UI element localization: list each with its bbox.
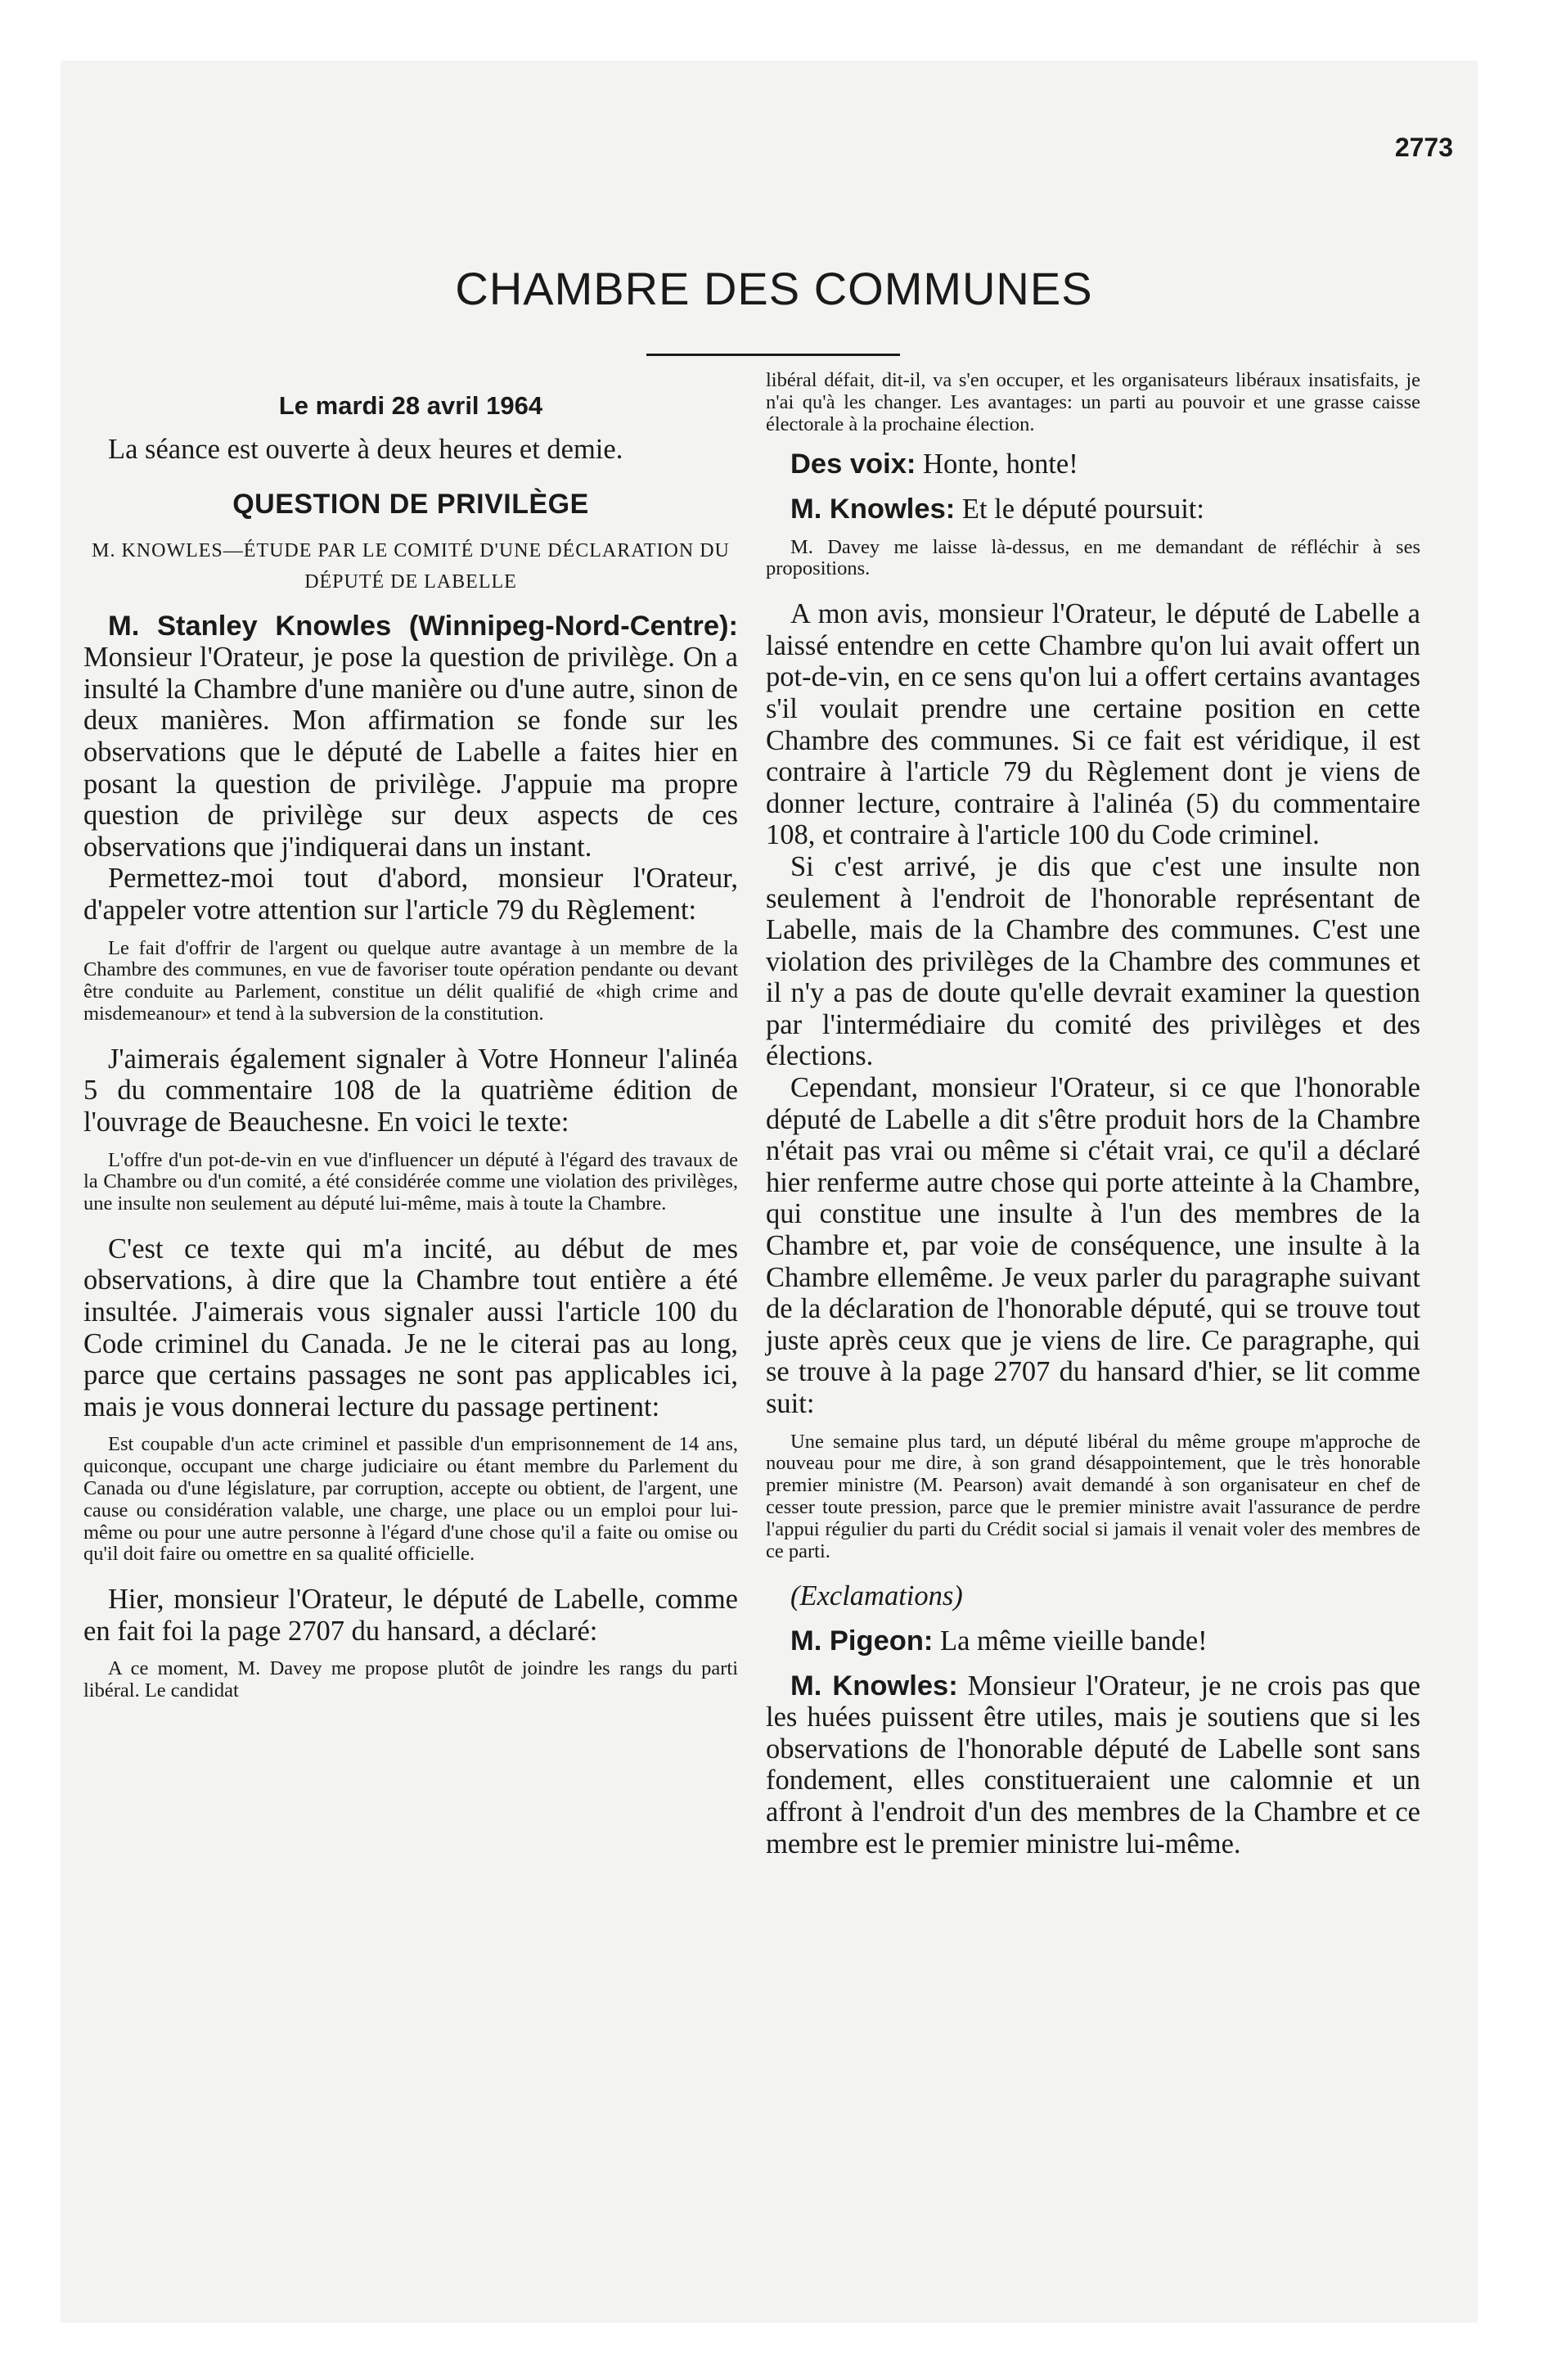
speech-text: Honte, honte! xyxy=(923,449,1078,480)
speaker-name: M. Knowles: xyxy=(790,1670,958,1702)
speech-paragraph xyxy=(766,1670,1420,1860)
speaker-name: Des voix: xyxy=(790,449,916,480)
quoted-passage: Le fait d'offrir de l'argent ou quelque autre avantage à un membre de la Chambre des communes, en vue de favoriser toute opération pendante ou devant être conduite au Parlement, constitue un délit qualifié de «high crime and misdemeanour» et tend à la subversion de la constitution. xyxy=(83,936,738,1025)
speech-text: Et le député poursuit: xyxy=(961,493,1204,525)
speech-text: La même vieille bande! xyxy=(940,1625,1208,1657)
quoted-passage: A ce moment, M. Davey me propose plutôt de joindre les rangs du parti libéral. Le candidat xyxy=(83,1657,738,1702)
quoted-passage: L'offre d'un pot-de-vin en vue d'influencer un député à l'égard des travaux de la Chambre ou d'un comité, a été considérée comme une violation des privilèges, une insulte non seulement au député lui-même, mais à toute la Chambre. xyxy=(83,1148,738,1215)
interjection xyxy=(766,1625,1420,1657)
section-heading: QUESTION DE PRIVILÈGE xyxy=(232,488,589,520)
opening-paragraph: La séance est ouverte à deux heures et demie. xyxy=(108,434,623,465)
exclamations-note: (Exclamations) xyxy=(790,1580,963,1612)
speech-paragraph: A mon avis, monsieur l'Orateur, le député de Labelle a laissé entendre en cette Chambre qu'on lui avait offert un pot-de-vin, en ce sens qu'on lui a offert certains avantages s'il voulait prendre une certaine position en cette Chambre des communes. Si ce fait est véridique, il est contraire à l'article 79 du Règlement dont je viens de donner lecture, contraire à l'alinéa (5) du commentaire 108, et contraire à l'article 100 du Code criminel. xyxy=(766,598,1420,851)
speech-paragraph: C'est ce texte qui m'a incité, au début de mes observations, à dire que la Chambre tout entière a été insultée. J'aimerais vous signaler aussi l'article 100 du Code criminel du Canada. Je ne le citerai pas au long, parce que certains passages ne sont pas applicables ici, mais je vous donnerai lecture du passage pertinent: xyxy=(83,1233,738,1422)
speech-text: Monsieur l'Orateur, je ne crois pas que les huées puissent être utiles, mais je soutiens que si les observations de l'honorable député de Labelle sont sans fondement, elles constitueraient une calomnie et un affront à l'endroit d'un des membres de la Chambre et ce membre est le premier ministre lui-même. xyxy=(766,1670,1421,1859)
speaker-name: M. Knowles: xyxy=(790,493,956,525)
speech-paragraph: Si c'est arrivé, je dis que c'est une insulte non seulement à l'endroit de l'honorable représentant de Labelle, mais de la Chambre des communes. C'est une violation des privilèges de la Chambre des communes et il n'y a pas de doute qu'elle devrait examiner la question par l'intermédiaire du comité des privilèges et des élections. xyxy=(766,850,1420,1072)
quoted-passage: libéral défait, dit-il, va s'en occuper, et les organisateurs libéraux insatisfaits, je n'ai qu'à les changer. Les avantages: un parti au pouvoir et une grasse caisse électorale à la prochaine élection. xyxy=(766,369,1420,435)
speech-paragraph xyxy=(766,494,1420,525)
right-column xyxy=(766,370,1420,1859)
speech-paragraph: Hier, monsieur l'Orateur, le député de Labelle, comme en fait foi la page 2707 du hansard, a déclaré: xyxy=(83,1584,738,1647)
speech-paragraph: J'aimerais également signaler à Votre Honneur l'alinéa 5 du commentaire 108 de la quatrième édition de l'ouvrage de Beauchesne. En voici le texte: xyxy=(83,1043,738,1138)
section-subheading: M. KNOWLES—ÉTUDE PAR LE COMITÉ D'UNE DÉCLARATION DU DÉPUTÉ DE LABELLE xyxy=(92,539,730,593)
page-number: 2773 xyxy=(1394,133,1453,162)
sitting-date: Le mardi 28 avril 1964 xyxy=(278,391,543,420)
speaker-name: M. Pigeon: xyxy=(790,1625,934,1657)
speaker-name: M. Stanley Knowles (Winnipeg-Nord-Centre): xyxy=(108,610,738,642)
quoted-passage: M. Davey me laisse là-dessus, en me demandant de réfléchir à ses propositions. xyxy=(766,535,1420,580)
left-column xyxy=(83,368,738,1720)
interjection xyxy=(766,449,1420,480)
quoted-passage: Est coupable d'un acte criminel et passible d'un emprisonnement de 14 ans, quiconque, occupant une charge judiciaire ou étant membre du Parlement du Canada ou d'une législature, par corruption, accepte ou obtient, de l'argent, une cause ou considération valable, une charge, une place ou un emploi pour lui-même ou pour une autre personne à l'égard d'une chose qu'il a faite ou omise ou qu'il doit faire ou omettre en sa qualité officielle. xyxy=(83,1433,738,1566)
speech-paragraph: Permettez-moi tout d'abord, monsieur l'Orateur, d'appeler votre attention sur l'article 79 du Règlement: xyxy=(83,863,738,926)
quoted-passage: Une semaine plus tard, un député libéral du même groupe m'approche de nouveau pour me dire, à son grand désappointement, que le très honorable premier ministre (M. Pearson) avait demandé à son organisateur en chef de cesser toute pression, parce que le premier ministre avait l'assurance de perdre l'appui régulier du parti du Crédit social si jamais il venait voler des membres de ce parti. xyxy=(766,1430,1420,1562)
speech-text: Monsieur l'Orateur, je pose la question de privilège. On a insulté la Chambre d'une manière ou d'une autre, sinon de deux manières. Mon affirmation se fonde sur les observations que le député de Labelle a faites hier en posant la question de privilège. J'appuie ma propre question de privilège sur deux aspects de ces observations que j'indiquerai dans un instant. xyxy=(83,642,738,863)
page-title: CHAMBRE DES COMMUNES xyxy=(455,263,1093,314)
title-divider xyxy=(646,354,900,356)
speech-paragraph: Cependant, monsieur l'Orateur, si ce que l'honorable député de Labelle a dit s'être produit hors de la Chambre n'était pas vrai ou même si c'était vrai, ce qu'il a déclaré hier renferme autre chose qui porte atteinte à la Chambre, qui constitue une insulte à l'un des membres de la Chambre et, par voie de conséquence, une insulte à la Chambre ellemême. Je veux parler du paragraphe suivant de la déclaration de l'honorable député, qui se trouve tout juste après ceux que je viens de lire. Ce paragraphe, qui se trouve à la page 2707 du hansard d'hier, se lit comme suit: xyxy=(766,1072,1420,1420)
speech-paragraph xyxy=(83,611,738,863)
